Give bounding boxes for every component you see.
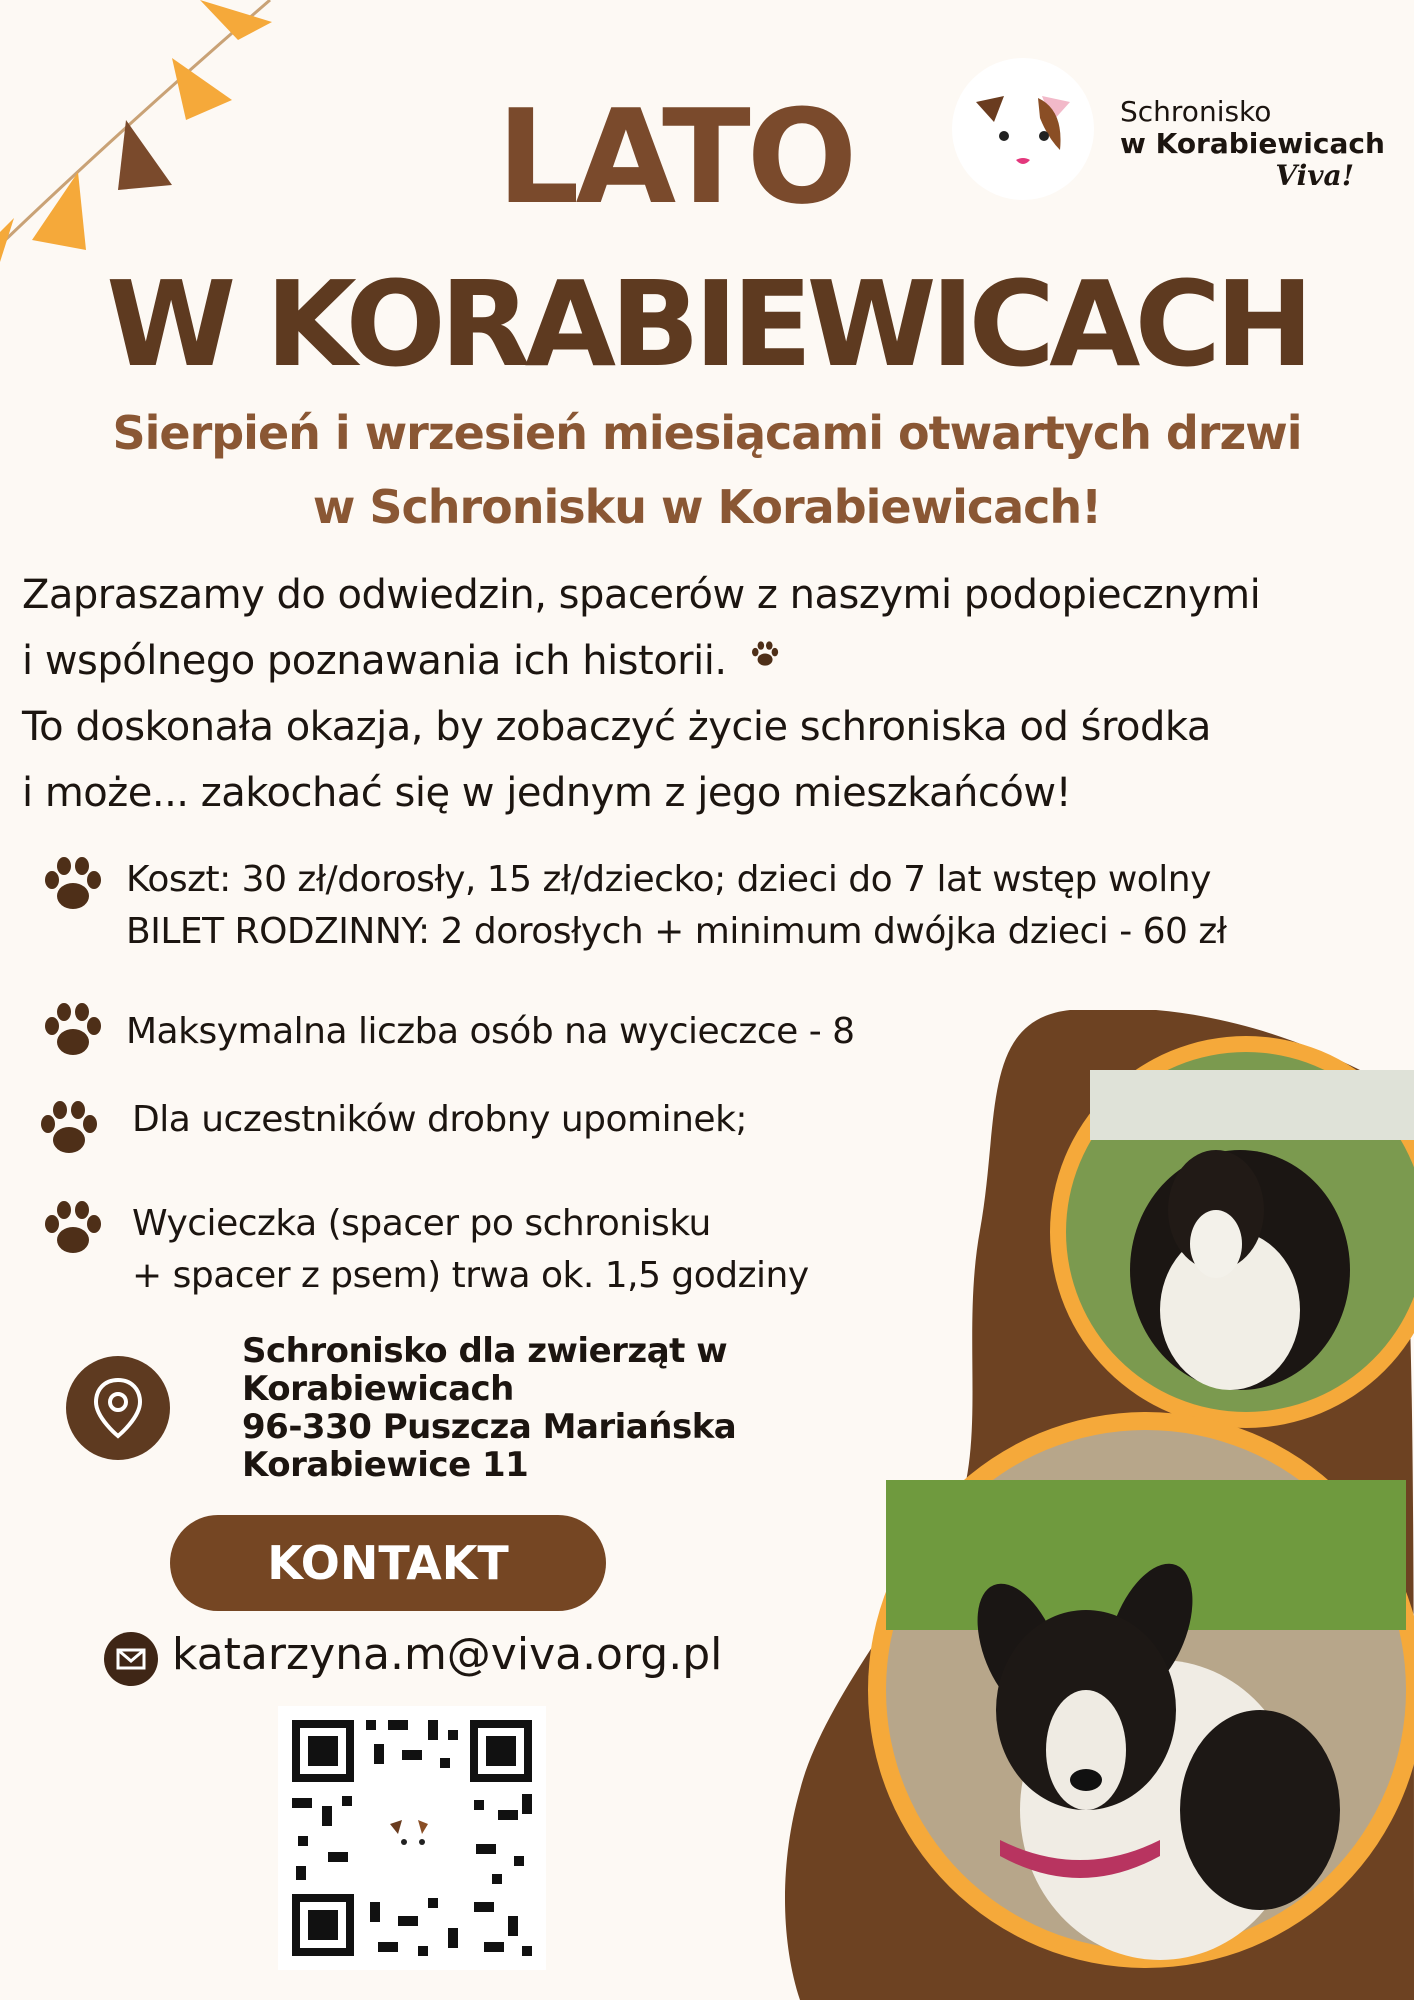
- paw-icon: [745, 634, 789, 678]
- paw-icon: [40, 1000, 106, 1062]
- intro-line4: i może... zakochać się w jednym z jego mieszkańców!: [22, 770, 1072, 816]
- paw-icon: [40, 854, 106, 916]
- paw-icon: [36, 1098, 102, 1160]
- title-line2: W KORABIEWICACH: [106, 255, 1308, 393]
- logo-line1: Schronisko: [1120, 95, 1272, 128]
- bullet-cost-line2: BILET RODZINNY: 2 dorosłych + minimum dwójka dzieci - 60 zł: [126, 911, 1227, 952]
- address-line4: Korabiewice 11: [242, 1445, 529, 1485]
- envelope-icon: [104, 1632, 158, 1686]
- paw-icon: [40, 1198, 106, 1260]
- title-line1: LATO: [496, 81, 854, 233]
- subtitle-line1: Sierpień i wrzesień miesiącami otwartych drzwi: [112, 406, 1302, 460]
- location-pin-icon: [66, 1356, 170, 1460]
- address-line3: 96-330 Puszcza Mariańska: [242, 1407, 737, 1447]
- logo-line2: w Korabiewicach: [1120, 127, 1385, 160]
- address-line1: Schronisko dla zwierząt w: [242, 1331, 728, 1371]
- address-block: [242, 1332, 736, 1484]
- dog-photos: [760, 1010, 1414, 2000]
- bullet-max-people: Maksymalna liczba osób na wycieczce - 8: [126, 1011, 855, 1052]
- bullet-cost: [126, 854, 1227, 958]
- address-line2: Korabiewicach: [242, 1369, 514, 1409]
- intro-line2: i wspólnego poznawania ich historii.: [22, 638, 727, 684]
- intro-line1: Zapraszamy do odwiedzin, spacerów z naszymi podopiecznymi: [22, 572, 1261, 618]
- intro-paragraph: [22, 562, 1402, 826]
- bullet-trip-line2: + spacer z psem) trwa ok. 1,5 godziny: [132, 1255, 809, 1296]
- subtitle-line2: w Schronisku w Korabiewicach!: [312, 480, 1102, 534]
- contact-email-link[interactable]: katarzyna.m@viva.org.pl: [172, 1629, 723, 1680]
- qr-code[interactable]: [278, 1706, 546, 1970]
- intro-line3: To doskonała okazja, by zobaczyć życie schroniska od środka: [22, 704, 1211, 750]
- bullet-gift: Dla uczestników drobny upominek;: [132, 1099, 748, 1140]
- bullet-trip: [132, 1198, 809, 1302]
- logo-tagline: Viva!: [1275, 159, 1354, 192]
- bullet-trip-line1: Wycieczka (spacer po schronisku: [132, 1203, 711, 1244]
- contact-button[interactable]: KONTAKT: [170, 1515, 606, 1611]
- bullet-cost-line1: Koszt: 30 zł/dorosły, 15 zł/dziecko; dzieci do 7 lat wstęp wolny: [126, 859, 1211, 900]
